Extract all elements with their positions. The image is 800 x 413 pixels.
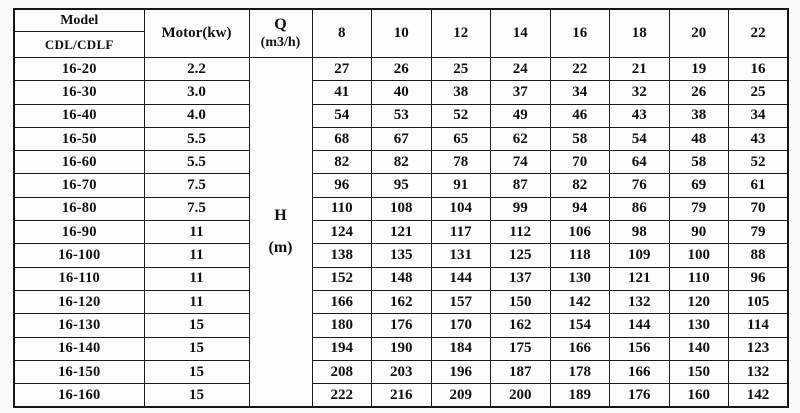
- table-row: [14, 197, 788, 220]
- table-row: [14, 58, 788, 81]
- head-value-cell: 104: [431, 197, 491, 220]
- model-cell: 16-90: [14, 221, 144, 244]
- h-unit: (m): [268, 239, 293, 257]
- model-cell: 16-140: [14, 337, 144, 360]
- head-value-cell: 162: [491, 314, 551, 337]
- head-value-cell: 90: [669, 221, 729, 244]
- head-value-cell: 34: [729, 104, 789, 127]
- motor-header: Motor(kw): [144, 9, 249, 58]
- model-cell: 16-50: [14, 127, 144, 150]
- flow-column-header: 18: [610, 9, 670, 58]
- head-value-cell: 69: [669, 174, 729, 197]
- head-value-cell: 148: [372, 267, 432, 290]
- head-value-cell: 156: [610, 337, 670, 360]
- head-value-cell: 65: [431, 127, 491, 150]
- head-value-cell: 26: [669, 81, 729, 104]
- head-value-cell: 27: [312, 58, 372, 81]
- head-value-cell: 120: [669, 290, 729, 313]
- q-unit: (m3/h): [260, 35, 301, 51]
- motor-power-cell: 11: [144, 267, 249, 290]
- model-cell: 16-30: [14, 81, 144, 104]
- motor-power-cell: 15: [144, 384, 249, 408]
- head-value-cell: 166: [312, 290, 372, 313]
- model-cell: 16-110: [14, 267, 144, 290]
- head-value-cell: 70: [729, 197, 789, 220]
- pump-head-table: [13, 8, 789, 408]
- head-value-cell: 114: [729, 314, 789, 337]
- motor-power-cell: 7.5: [144, 174, 249, 197]
- head-value-cell: 184: [431, 337, 491, 360]
- head-value-cell: 110: [669, 267, 729, 290]
- head-value-cell: 43: [610, 104, 670, 127]
- motor-power-cell: 11: [144, 244, 249, 267]
- head-value-cell: 222: [312, 384, 372, 408]
- head-value-cell: 112: [491, 221, 551, 244]
- table-row: [14, 337, 788, 360]
- model-cell: 16-80: [14, 197, 144, 220]
- head-value-cell: 67: [372, 127, 432, 150]
- table-row: [14, 127, 788, 150]
- head-unit-cell: [249, 58, 312, 408]
- head-value-cell: 106: [550, 221, 610, 244]
- head-value-cell: 166: [550, 337, 610, 360]
- table-row: [14, 267, 788, 290]
- head-value-cell: 108: [372, 197, 432, 220]
- head-value-cell: 19: [669, 58, 729, 81]
- head-value-cell: 34: [550, 81, 610, 104]
- head-value-cell: 62: [491, 127, 551, 150]
- motor-power-cell: 11: [144, 290, 249, 313]
- head-value-cell: 187: [491, 360, 551, 383]
- head-value-cell: 190: [372, 337, 432, 360]
- model-cell: 16-40: [14, 104, 144, 127]
- model-cell: 16-150: [14, 360, 144, 383]
- motor-power-cell: 3.0: [144, 81, 249, 104]
- head-value-cell: 216: [372, 384, 432, 408]
- head-value-cell: 178: [550, 360, 610, 383]
- head-value-cell: 96: [312, 174, 372, 197]
- head-value-cell: 132: [729, 360, 789, 383]
- head-value-cell: 152: [312, 267, 372, 290]
- head-value-cell: 157: [431, 290, 491, 313]
- head-value-cell: 79: [729, 221, 789, 244]
- head-value-cell: 53: [372, 104, 432, 127]
- table-row: [14, 81, 788, 104]
- head-value-cell: 150: [491, 290, 551, 313]
- head-value-cell: 162: [372, 290, 432, 313]
- table-row: [14, 360, 788, 383]
- head-value-cell: 24: [491, 58, 551, 81]
- table-header: [14, 9, 788, 58]
- head-value-cell: 43: [729, 127, 789, 150]
- head-value-cell: 170: [431, 314, 491, 337]
- flow-column-header: 12: [431, 9, 491, 58]
- table-row: [14, 104, 788, 127]
- model-series-subheader: CDL/CDLF: [14, 32, 144, 58]
- head-value-cell: 54: [610, 127, 670, 150]
- head-value-cell: 41: [312, 81, 372, 104]
- head-value-cell: 140: [669, 337, 729, 360]
- head-value-cell: 131: [431, 244, 491, 267]
- head-value-cell: 180: [312, 314, 372, 337]
- motor-power-cell: 11: [144, 221, 249, 244]
- head-value-cell: 16: [729, 58, 789, 81]
- head-value-cell: 37: [491, 81, 551, 104]
- head-value-cell: 109: [610, 244, 670, 267]
- head-value-cell: 160: [669, 384, 729, 408]
- table-row: [14, 151, 788, 174]
- motor-power-cell: 4.0: [144, 104, 249, 127]
- head-value-cell: 61: [729, 174, 789, 197]
- head-value-cell: 68: [312, 127, 372, 150]
- head-value-cell: 137: [491, 267, 551, 290]
- table-row: [14, 244, 788, 267]
- head-value-cell: 58: [669, 151, 729, 174]
- model-cell: 16-130: [14, 314, 144, 337]
- head-value-cell: 150: [669, 360, 729, 383]
- motor-power-cell: 15: [144, 314, 249, 337]
- table-row: [14, 174, 788, 197]
- head-value-cell: 123: [729, 337, 789, 360]
- flow-column-header: 14: [491, 9, 551, 58]
- head-value-cell: 194: [312, 337, 372, 360]
- q-symbol: Q: [274, 16, 287, 34]
- model-cell: 16-60: [14, 151, 144, 174]
- motor-power-cell: 5.5: [144, 151, 249, 174]
- motor-power-cell: 15: [144, 360, 249, 383]
- head-value-cell: 95: [372, 174, 432, 197]
- head-value-cell: 64: [610, 151, 670, 174]
- head-value-cell: 98: [610, 221, 670, 244]
- header-row-1: [14, 9, 788, 32]
- head-value-cell: 32: [610, 81, 670, 104]
- flow-column-header: 16: [550, 9, 610, 58]
- head-value-cell: 142: [729, 384, 789, 408]
- head-value-cell: 176: [372, 314, 432, 337]
- head-value-cell: 82: [312, 151, 372, 174]
- table-body: [14, 58, 788, 408]
- flow-column-header: 22: [729, 9, 789, 58]
- head-value-cell: 82: [550, 174, 610, 197]
- head-value-cell: 52: [431, 104, 491, 127]
- head-value-cell: 91: [431, 174, 491, 197]
- head-value-cell: 70: [550, 151, 610, 174]
- head-value-cell: 175: [491, 337, 551, 360]
- motor-power-cell: 7.5: [144, 197, 249, 220]
- flow-column-header: 20: [669, 9, 729, 58]
- head-value-cell: 21: [610, 58, 670, 81]
- model-cell: 16-120: [14, 290, 144, 313]
- head-value-cell: 110: [312, 197, 372, 220]
- head-value-cell: 38: [431, 81, 491, 104]
- head-value-cell: 25: [431, 58, 491, 81]
- flow-unit-header: [249, 9, 312, 58]
- head-value-cell: 78: [431, 151, 491, 174]
- head-value-cell: 38: [669, 104, 729, 127]
- model-cell: 16-70: [14, 174, 144, 197]
- head-value-cell: 209: [431, 384, 491, 408]
- h-symbol: H: [274, 207, 287, 225]
- head-value-cell: 94: [550, 197, 610, 220]
- head-value-cell: 49: [491, 104, 551, 127]
- head-value-cell: 142: [550, 290, 610, 313]
- head-value-cell: 58: [550, 127, 610, 150]
- head-value-cell: 87: [491, 174, 551, 197]
- head-value-cell: 138: [312, 244, 372, 267]
- table-row: [14, 221, 788, 244]
- model-header: Model: [14, 9, 144, 32]
- head-value-cell: 99: [491, 197, 551, 220]
- model-cell: 16-20: [14, 58, 144, 81]
- head-value-cell: 203: [372, 360, 432, 383]
- head-value-cell: 196: [431, 360, 491, 383]
- table-row: [14, 290, 788, 313]
- motor-power-cell: 2.2: [144, 58, 249, 81]
- head-value-cell: 86: [610, 197, 670, 220]
- head-value-cell: 100: [669, 244, 729, 267]
- head-value-cell: 125: [491, 244, 551, 267]
- head-value-cell: 48: [669, 127, 729, 150]
- head-value-cell: 189: [550, 384, 610, 408]
- head-value-cell: 144: [610, 314, 670, 337]
- head-value-cell: 40: [372, 81, 432, 104]
- head-value-cell: 26: [372, 58, 432, 81]
- head-value-cell: 132: [610, 290, 670, 313]
- head-value-cell: 46: [550, 104, 610, 127]
- flow-column-header: 8: [312, 9, 372, 58]
- head-value-cell: 54: [312, 104, 372, 127]
- table-row: [14, 314, 788, 337]
- head-value-cell: 25: [729, 81, 789, 104]
- head-value-cell: 118: [550, 244, 610, 267]
- head-value-cell: 96: [729, 267, 789, 290]
- head-value-cell: 130: [669, 314, 729, 337]
- head-value-cell: 105: [729, 290, 789, 313]
- head-value-cell: 76: [610, 174, 670, 197]
- head-value-cell: 52: [729, 151, 789, 174]
- motor-power-cell: 5.5: [144, 127, 249, 150]
- head-value-cell: 200: [491, 384, 551, 408]
- head-value-cell: 124: [312, 221, 372, 244]
- model-cell: 16-100: [14, 244, 144, 267]
- head-value-cell: 208: [312, 360, 372, 383]
- head-value-cell: 166: [610, 360, 670, 383]
- head-value-cell: 130: [550, 267, 610, 290]
- head-value-cell: 154: [550, 314, 610, 337]
- head-value-cell: 22: [550, 58, 610, 81]
- head-value-cell: 176: [610, 384, 670, 408]
- flow-column-header: 10: [372, 9, 432, 58]
- head-value-cell: 135: [372, 244, 432, 267]
- head-value-cell: 74: [491, 151, 551, 174]
- head-value-cell: 121: [372, 221, 432, 244]
- head-value-cell: 144: [431, 267, 491, 290]
- head-value-cell: 79: [669, 197, 729, 220]
- table-row: [14, 384, 788, 408]
- head-value-cell: 117: [431, 221, 491, 244]
- head-value-cell: 121: [610, 267, 670, 290]
- head-value-cell: 82: [372, 151, 432, 174]
- model-cell: 16-160: [14, 384, 144, 408]
- head-value-cell: 88: [729, 244, 789, 267]
- motor-power-cell: 15: [144, 337, 249, 360]
